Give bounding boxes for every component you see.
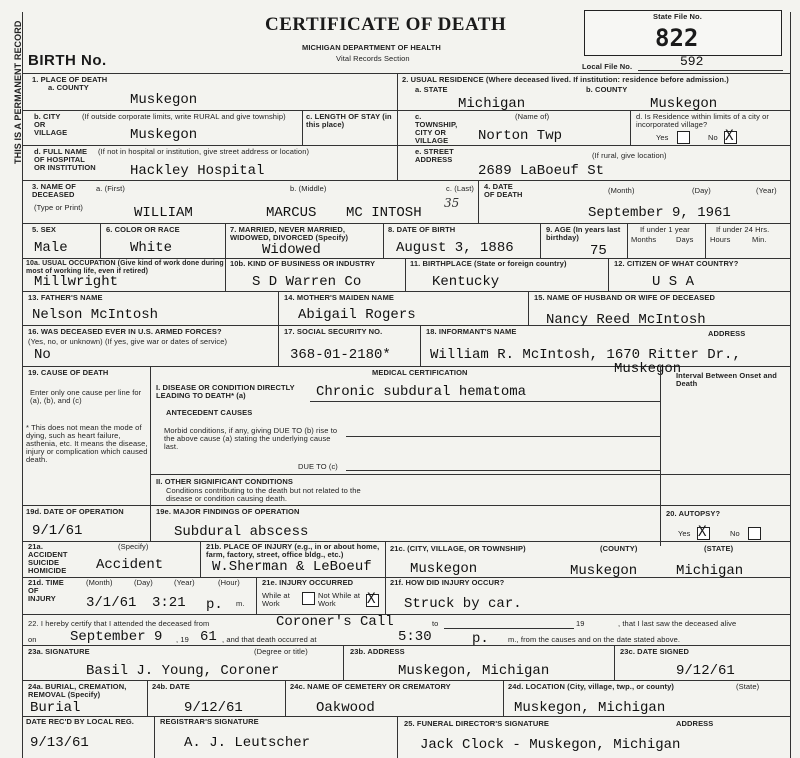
burial-location: Muskegon, Michigan [514, 700, 666, 716]
spouse-name: Nancy Reed McIntosh [546, 312, 706, 328]
occupation: Millwright [34, 274, 119, 290]
months-label: Months [631, 235, 657, 244]
attended-from: Coroner's Call [276, 614, 394, 630]
date-signed-label: 23c. DATE SIGNED [620, 647, 689, 656]
certifier-address: Muskegon, Michigan [398, 663, 550, 679]
certify-comma-19: , 19 [176, 635, 189, 644]
ssn-label: 17. SOCIAL SECURITY NO. [284, 327, 383, 336]
autopsy-yes-label: Yes [678, 529, 691, 538]
part2-note: Conditions contributing to the death but not related to the disease or condition causing death. [166, 486, 361, 503]
death-day-label: (Day) [692, 186, 711, 195]
injury-ampm: p. [206, 597, 223, 613]
interval-label: Interval Between Onset and Death [676, 371, 777, 388]
death-city: Muskegon [130, 127, 198, 143]
injury-day-label: (Day) [134, 578, 153, 587]
local-file-label: Local File No. [582, 62, 633, 71]
street-label: e. STREET ADDRESS [415, 147, 454, 164]
autopsy-label: 20. AUTOPSY? [666, 509, 721, 518]
limits-yes-checkbox[interactable] [677, 131, 690, 144]
death-ampm: p. [472, 631, 489, 647]
middle-name-label: b. (Middle) [290, 184, 327, 193]
limits-no-label: No [708, 133, 718, 142]
death-time: 5:30 [398, 629, 432, 645]
morbid-conditions-label: Morbid conditions, if any, giving DUE TO (b) rise to the above cause (a) stating the underlying cause last. [164, 426, 338, 451]
cause-mode-note: * This does not mean the mode of dying, such as heart failure, asthenia, etc. It means the disease, injury or complication which caused death. [26, 423, 148, 464]
funeral-director: Jack Clock - Muskegon, Michigan [420, 737, 681, 753]
informant-city: Muskegon [614, 361, 682, 377]
date-received-label: DATE REC'D BY LOCAL REG. [26, 717, 134, 726]
injury-city: Muskegon [410, 561, 478, 577]
father-name: Nelson McIntosh [32, 307, 159, 323]
armed-forces-note: (Yes, no, or unknown) (If yes, give war or dates of service) [28, 337, 228, 346]
birth-date-label: 8. DATE OF BIRTH [388, 225, 456, 234]
death-year-label: (Year) [756, 186, 777, 195]
due-to-c-label: DUE TO (c) [298, 462, 338, 471]
burial-date-label: 24b. DATE [152, 682, 190, 691]
residence-label: 2. USUAL RESIDENCE (Where deceased lived. If institution: residence before admission.) [402, 75, 729, 84]
part2-label: II. OTHER SIGNIFICANT CONDITIONS [156, 477, 293, 486]
funeral-address-label: ADDRESS [676, 719, 714, 728]
burial-label: 24a. BURIAL, CREMATION, REMOVAL (Specify) [28, 682, 127, 699]
cause-of-death-label: 19. CAUSE OF DEATH [28, 368, 109, 377]
injury-occurred-label: 21e. INJURY OCCURRED [262, 578, 354, 587]
immediate-cause: Chronic subdural hematoma [316, 384, 527, 400]
last-name-label: c. (Last) [446, 184, 474, 193]
injury-city-label: 21c. (CITY, VILLAGE, OR TOWNSHIP) [390, 544, 526, 553]
father-label: 13. FATHER'S NAME [28, 293, 103, 302]
place-of-death-label: 1. PLACE OF DEATH [32, 75, 108, 84]
last-name: MC INTOSH [346, 205, 422, 221]
autopsy-no-label: No [730, 529, 740, 538]
hospital-label: d. FULL NAME OF HOSPITAL OR INSTITUTION [34, 147, 96, 172]
informant-label: 18. INFORMANT'S NAME [426, 327, 517, 336]
part1-label: I. DISEASE OR CONDITION DIRECTLY LEADING TO DEATH* (a) [156, 383, 295, 400]
name-handwritten-mark: 35 [444, 196, 460, 210]
local-file-value: 592 [680, 54, 704, 69]
city-limits-label: d. Is Residence within limits of a city or incorporated village? [636, 112, 769, 129]
limits-yes-label: Yes [656, 133, 669, 142]
first-name: WILLIAM [134, 205, 193, 221]
limits-no-checkbox[interactable] [724, 128, 737, 144]
findings-label: 19e. MAJOR FINDINGS OF OPERATION [156, 507, 300, 516]
armed-forces: No [34, 347, 51, 363]
injury-m-label: m. [236, 599, 245, 608]
mother-label: 14. MOTHER'S MAIDEN NAME [284, 293, 395, 302]
injury-time-label: 21d. TIME OF INJURY [28, 578, 64, 603]
name-type-note: (Type or Print) [34, 203, 84, 212]
margin-text: THIS IS A PERMANENT RECORD [13, 20, 23, 164]
birthplace-label: 11. BIRTHPLACE (State or foreign country) [410, 259, 567, 268]
date-of-death-label: 4. DATE OF DEATH [484, 182, 523, 199]
death-county-label: a. COUNTY [48, 83, 89, 92]
hours-label: Hours [710, 235, 731, 244]
sex: Male [34, 240, 68, 256]
burial-date: 9/12/61 [184, 700, 243, 716]
date-of-death: September 9, 1961 [588, 205, 731, 221]
hospital-name: Hackley Hospital [130, 163, 265, 179]
township-label: c. TOWNSHIP, CITY OR VILLAGE [415, 112, 458, 145]
last-seen-date: September 9 [70, 629, 163, 645]
antecedent-label: ANTECEDENT CAUSES [166, 408, 253, 417]
cause-enter-note: Enter only one cause per line for (a), (b), and (c) [30, 388, 142, 405]
registrar-signature-label: REGISTRAR'S SIGNATURE [160, 717, 259, 726]
date-signed: 9/12/61 [676, 663, 735, 679]
business-label: 10b. KIND OF BUSINESS OR INDUSTRY [230, 259, 376, 268]
accident-label: 21a. ACCIDENT SUICIDE HOMICIDE [28, 542, 68, 575]
operation-date: 9/1/61 [32, 523, 83, 539]
marital-label: 7. MARRIED, NEVER MARRIED, WIDOWED, DIVORCED (Specify) [230, 225, 349, 242]
race-label: 6. COLOR OR RACE [106, 225, 180, 234]
medical-certification-label: MEDICAL CERTIFICATION [372, 368, 468, 377]
certify-text-1: 22. I hereby certify that I attended the deceased from [28, 619, 210, 628]
residence-county-label: b. COUNTY [586, 85, 628, 94]
residence-state: Michigan [458, 96, 526, 112]
middle-name: MARCUS [266, 205, 317, 221]
spouse-label: 15. NAME OF HUSBAND OR WIFE OF DECEASED [534, 293, 715, 302]
degree-title-label: (Degree or title) [254, 647, 308, 656]
state-file-value: 822 [655, 24, 699, 52]
occupation-label: 10a. USUAL OCCUPATION (Give kind of work done during most of working life, even if retired) [26, 260, 224, 275]
business: S D Warren Co [252, 274, 362, 290]
signature-label: 23a. SIGNATURE [28, 647, 90, 656]
residence-street: 2689 LaBoeuf St [478, 163, 605, 179]
last-seen-year: 61 [200, 629, 217, 645]
injury-place-label: 21b. PLACE OF INJURY (e.g., in or about home, farm, factory, street, office bldg., etc.) [206, 542, 380, 559]
not-while-at-work-checkbox[interactable] [366, 591, 379, 607]
injury-state-label: (STATE) [704, 544, 734, 553]
burial-location-label: 24d. LOCATION (City, village, twp., or county) [508, 682, 674, 691]
certify-text-4: m., from the causes and on the date stated above. [508, 635, 681, 644]
certify-to-label: to [432, 619, 439, 628]
township-note: (Name of) [515, 112, 550, 121]
sex-label: 5. SEX [32, 225, 56, 234]
while-at-work-checkbox[interactable] [302, 592, 315, 605]
registrar-signature: A. J. Leutscher [184, 735, 311, 751]
accident-specify-label: (Specify) [118, 542, 149, 551]
death-county: Muskegon [130, 92, 198, 108]
death-month-label: (Month) [608, 186, 635, 195]
death-city-note: (If outside corporate limits, write RURAL and give township) [82, 112, 286, 121]
funeral-director-label: 25. FUNERAL DIRECTOR'S SIGNATURE [404, 719, 550, 728]
death-city-label: b. CITY OR VILLAGE [34, 112, 68, 137]
race: White [130, 240, 173, 256]
injury-county: Muskegon [570, 563, 638, 579]
armed-forces-label: 16. WAS DECEASED EVER IN U.S. ARMED FORCES? [28, 327, 222, 336]
injury-year-label: (Year) [174, 578, 195, 587]
autopsy-yes-checkbox[interactable] [697, 524, 710, 540]
age-label: 9. AGE (In years last birthday) [546, 225, 621, 242]
autopsy-yes-mark: X [698, 524, 707, 540]
burial-type: Burial [30, 700, 81, 716]
state-file-box [584, 10, 782, 56]
certifier-address-label: 23b. ADDRESS [350, 647, 405, 656]
injury-date: 3/1/61 [86, 595, 137, 611]
citizenship: U S A [652, 274, 695, 290]
name-label: 3. NAME OF DECEASED [32, 182, 76, 199]
days-label: Days [676, 235, 694, 244]
certify-on-label: on [28, 635, 37, 644]
certificate-title: CERTIFICATE OF DEATH [265, 14, 507, 35]
injury-county-label: (COUNTY) [600, 544, 638, 553]
state-file-label: State File No. [653, 12, 702, 21]
birth-number-label: BIRTH No. [28, 52, 107, 69]
injury-time: 3:21 [152, 595, 186, 611]
cemetery-name: Oakwood [316, 700, 375, 716]
injury-hour-label: (Hour) [218, 578, 240, 587]
date-of-birth: August 3, 1886 [396, 240, 514, 256]
marital-status: Widowed [262, 242, 321, 258]
operation-date-label: 19d. DATE OF OPERATION [26, 507, 124, 516]
autopsy-no-checkbox[interactable] [748, 527, 761, 540]
certify-19-label: 19 [576, 619, 585, 628]
first-name-label: a. (First) [96, 184, 125, 193]
while-at-work-label: While at Work [262, 591, 290, 608]
limits-no-mark: X [725, 128, 734, 144]
informant-name: William R. McIntosh, 1670 Ritter Dr., [430, 347, 741, 363]
operation-findings: Subdural abscess [174, 524, 309, 540]
not-while-mark: X [367, 591, 376, 607]
social-security-number: 368-01-2180* [290, 347, 391, 363]
length-of-stay-label: c. LENGTH OF STAY (in this place) [306, 112, 392, 129]
certifier-signature: Basil J. Young, Coroner [86, 663, 280, 679]
residence-township: Norton Twp [478, 128, 563, 144]
under-24-hrs-label: If under 24 Hrs. [716, 225, 770, 234]
certify-text-3: , and that death occurred at [222, 635, 317, 644]
injury-state: Michigan [676, 563, 744, 579]
injury-place: W.Sherman & LeBoeuf [212, 559, 372, 575]
residence-county: Muskegon [650, 96, 718, 112]
injury-month-label: (Month) [86, 578, 113, 587]
informant-address-label: ADDRESS [708, 329, 746, 338]
section-name: Vital Records Section [336, 54, 410, 63]
cemetery-label: 24c. NAME OF CEMETERY OR CREMATORY [290, 682, 451, 691]
not-while-at-work-label: Not While at Work [318, 591, 361, 608]
mother-name: Abigail Rogers [298, 307, 416, 323]
accident-type: Accident [96, 557, 164, 573]
hospital-note: (If not in hospital or institution, give street address or location) [98, 147, 310, 156]
age: 75 [590, 243, 607, 259]
min-label: Min. [752, 235, 767, 244]
residence-state-label: a. STATE [415, 85, 448, 94]
street-note: (If rural, give location) [592, 151, 667, 160]
department-name: MICHIGAN DEPARTMENT OF HEALTH [302, 43, 441, 52]
birthplace: Kentucky [432, 274, 500, 290]
under-1-year-label: If under 1 year [640, 225, 690, 234]
how-injury-occurred: Struck by car. [404, 596, 522, 612]
citizenship-label: 12. CITIZEN OF WHAT COUNTRY? [614, 259, 739, 268]
certify-text-2: , that I last saw the deceased alive [618, 619, 737, 628]
date-received: 9/13/61 [30, 735, 89, 751]
burial-state-label: (State) [736, 682, 760, 691]
how-injury-label: 21f. HOW DID INJURY OCCUR? [390, 578, 505, 587]
